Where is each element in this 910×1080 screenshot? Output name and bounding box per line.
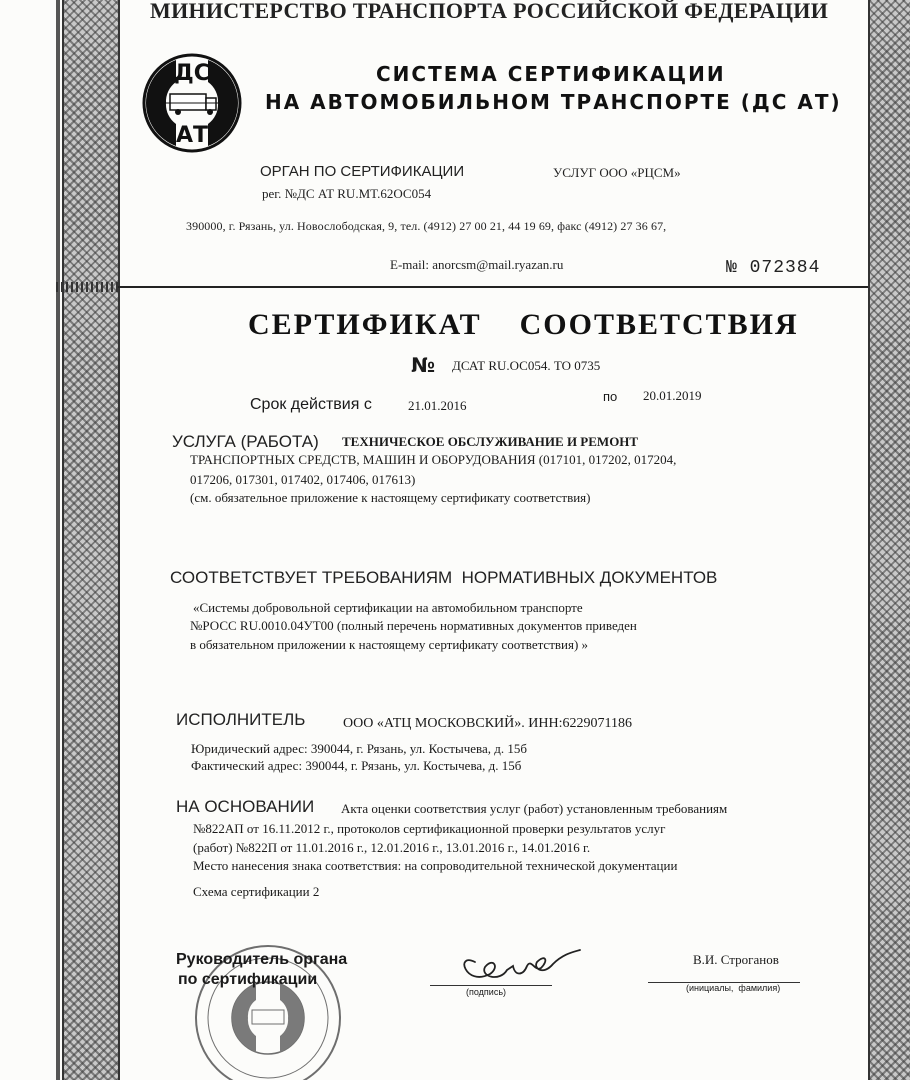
validity-to-label: по xyxy=(603,389,618,404)
header-divider xyxy=(118,286,868,288)
conformity-line-1: «Системы добровольной сертификации на автомобильном транспорте xyxy=(193,600,583,615)
service-line-2: ТРАНСПОРТНЫХ СРЕДСТВ, МАШИН И ОБОРУДОВАНИЯ (017101, 017202, 017204, xyxy=(190,452,677,467)
ds-at-logo xyxy=(136,52,248,154)
executor-legal-address: Юридический адрес: 390044, г. Рязань, ул. Костычева, д. 15б xyxy=(191,741,527,756)
basis-line-4: Место нанесения знака соответствия: на сопроводительной технической документации xyxy=(193,858,678,873)
organ-label: ОРГАН ПО СЕРТИФИКАЦИИ xyxy=(260,163,465,180)
form-serial-number: № 072384 xyxy=(726,258,821,278)
service-label: УСЛУГА (РАБОТА) xyxy=(172,432,319,451)
executor-name: ООО «АТЦ МОСКОВСКИЙ». ИНН:6229071186 xyxy=(343,716,632,731)
basis-line-2: №822АП от 16.11.2012 г., протоколов сертификационной проверки результатов услуг xyxy=(193,821,666,836)
logo-bottom-text: АТ xyxy=(175,123,209,148)
signer-name: В.И. Строганов xyxy=(693,952,779,967)
signature-line xyxy=(430,985,552,986)
left-border-rule xyxy=(56,0,60,1080)
logo-top-text: ДС xyxy=(174,61,210,86)
validity-label: Срок действия с xyxy=(250,396,372,413)
certificate-number-label: № xyxy=(411,353,436,377)
signature-caption: (подпись) xyxy=(466,987,507,997)
validity-to: 20.01.2019 xyxy=(643,388,702,403)
conformity-label: СООТВЕТСТВУЕТ ТРЕБОВАНИЯМ НОРМАТИВНЫХ ДОКУМЕНТОВ xyxy=(170,568,718,587)
executor-actual-address: Фактический адрес: 390044, г. Рязань, ул. Костычева, д. 15б xyxy=(191,758,522,773)
conformity-line-2: №РОСС RU.0010.04УТ00 (полный перечень нормативных документов приведен xyxy=(190,618,637,633)
handwritten-signature xyxy=(445,932,585,992)
organ-email: E-mail: anorcsm@mail.ryazan.ru xyxy=(390,257,564,272)
system-title-line2: НА АВТОМОБИЛЬНОМ ТРАНСПОРТЕ (ДС АТ) xyxy=(265,90,842,114)
conformity-line-3: в обязательном приложении к настоящему сертификату соответствия) » xyxy=(190,637,589,652)
executor-label: ИСПОЛНИТЕЛЬ xyxy=(176,710,306,729)
service-line-3: 017206, 017301, 017402, 017406, 017613) xyxy=(190,472,416,487)
basis-line-3: (работ) №822П от 11.01.2016 г., 12.01.2016 г., 13.01.2016 г., 14.01.2016 г. xyxy=(193,840,591,855)
header-divider-ornament xyxy=(56,282,118,292)
certificate-number: ДСАТ RU.ОС054. ТО 0735 xyxy=(452,358,601,373)
ministry-title: МИНИСТЕРСТВО ТРАНСПОРТА РОССИЙСКОЙ ФЕДЕРАЦИИ xyxy=(150,0,829,23)
basis-line-1: Акта оценки соответствия услуг (работ) установленным требованиям xyxy=(341,801,728,816)
service-line-1: ТЕХНИЧЕСКОЕ ОБСЛУЖИВАНИЕ И РЕМОНТ xyxy=(342,434,639,449)
basis-line-5: Схема сертификации 2 xyxy=(193,884,320,899)
system-title-line1: СИСТЕМА СЕРТИФИКАЦИИ xyxy=(376,62,726,86)
organ-registration: рег. №ДС АТ RU.MT.62ОС054 xyxy=(262,186,432,201)
certificate-title: СЕРТИФИКАТ СООТВЕТСТВИЯ xyxy=(248,308,799,341)
head-of-body-line-2: по сертификации xyxy=(178,971,318,988)
service-line-4: (см. обязательное приложение к настоящему сертификату соответствия) xyxy=(190,490,591,505)
basis-label: НА ОСНОВАНИИ xyxy=(176,797,315,816)
initials-caption: (инициалы, фамилия) xyxy=(686,983,781,993)
head-of-body-line-1: Руководитель органа xyxy=(176,951,348,968)
organ-address: 390000, г. Рязань, ул. Новослободская, 9, тел. (4912) 27 00 21, 44 19 69, факс (4912) 27 36 67, xyxy=(186,219,667,233)
left-ornamental-border xyxy=(62,0,120,1080)
organ-services: УСЛУГ ООО «РЦСМ» xyxy=(553,165,681,180)
validity-from: 21.01.2016 xyxy=(408,398,467,413)
right-ornamental-border xyxy=(868,0,910,1080)
